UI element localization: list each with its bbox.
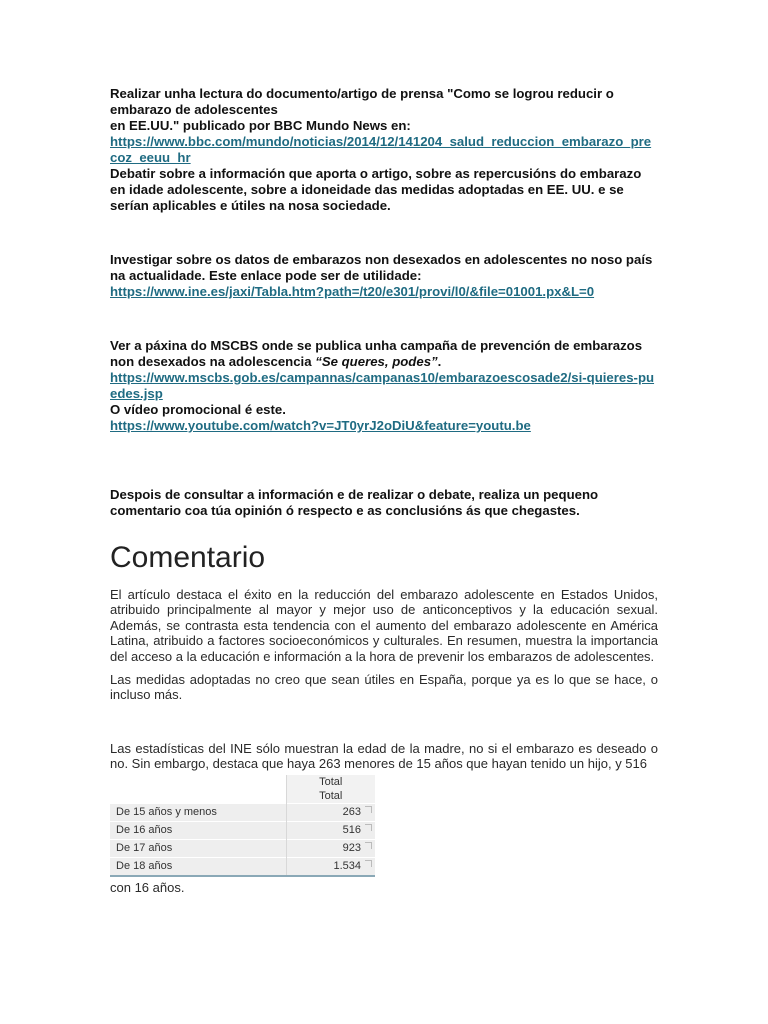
document-page — [110, 86, 658, 908]
row-label: De 17 años — [110, 839, 286, 857]
note-mark-icon — [365, 824, 372, 831]
note-mark-icon — [365, 860, 372, 867]
task-1-intro: Realizar unha lectura do documento/artigo de prensa "Como se logrou reducir o embarazo de adolescentes — [110, 86, 614, 117]
row-value: 263 — [342, 806, 361, 819]
ine-statistics-table — [110, 775, 375, 877]
row-label: De 18 años — [110, 857, 286, 876]
ine-table-link[interactable]: https://www.ine.es/jaxi/Tabla.htm?path=/t20/e301/provi/l0/&file=01001.px&L=0 — [110, 284, 595, 299]
comment-paragraph-3: Las estadísticas del INE sólo muestran la edad de la madre, no si el embarazo es deseado o no. Sin embargo, destaca que haya 263 menores de 15 años que hayan tenido un hijo, y 516 — [110, 740, 658, 772]
youtube-video-link[interactable]: https://www.youtube.com/watch?v=JT0yrJ2oDiU&feature=youtu.be — [110, 418, 531, 433]
table-row — [110, 857, 375, 876]
table-row — [110, 839, 375, 857]
mscbs-campaign-link[interactable]: https://www.mscbs.gob.es/campannas/campanas10/embarazoescosade2/si-quieres-puedes.jsp — [110, 370, 655, 401]
row-label: De 15 años y menos — [110, 803, 286, 821]
table-subheader-total: Total — [286, 789, 375, 804]
task-3-text: Ver a páxina do MSCBS onde se publica unha campaña de prevención de embarazos non desexados na adolescencia — [110, 338, 643, 369]
row-value: 923 — [342, 842, 361, 855]
comment-paragraph-2: Las medidas adoptadas no creo que sean útiles en España, porque ya es lo que se hace, o incluso más. — [110, 672, 658, 703]
task-2-text: Investigar sobre os datos de embarazos non desexados en adolescentes no noso país na actualidade. Este enlace pode ser de utilidade: — [110, 252, 653, 283]
table-row — [110, 803, 375, 821]
comment-heading: Comentario — [110, 541, 266, 574]
comment-after-table: con 16 años. — [110, 879, 185, 895]
task-3 — [110, 338, 658, 434]
table-row — [110, 821, 375, 839]
video-text: O vídeo promocional é este. — [110, 402, 286, 417]
note-mark-icon — [365, 842, 372, 849]
campaign-slogan: “Se queres, podes” — [315, 354, 438, 369]
row-value: 1.534 — [333, 860, 361, 873]
note-mark-icon — [365, 806, 372, 813]
comment-paragraph-1: El artículo destaca el éxito en la reducción del embarazo adolescente en Estados Unidos, atribuido principalmente al mayor y mejor uso de anticonceptivos y la educación sexual. Además, se contrasta esta tendencia con el aumento del embarazo adolescente en América Latina, atribuido a factores socioeconómicos y culturales. En resumen, muestra la importancia del acceso a la educación e información a la hora de prevenir los embarazos de adolescentes. — [110, 587, 658, 664]
task-1 — [110, 86, 658, 214]
task-2 — [110, 252, 658, 300]
bbc-article-link[interactable]: https://www.bbc.com/mundo/noticias/2014/12/141204_salud_reduccion_embarazo_precoz_eeuu_hr — [110, 134, 652, 165]
table-header-total: Total — [286, 775, 375, 789]
task-1-instructions: Debatir sobre a información que aporta o artigo, sobre as repercusións do embarazo en idade adolescente, sobre a idoneidade das medidas adoptadas en EE. UU. e se serían aplicables e útiles na nosa sociedade. — [110, 166, 642, 213]
row-label: De 16 años — [110, 821, 286, 839]
task-1-source: en EE.UU." publicado por BBC Mundo News en: — [110, 118, 411, 133]
slogan-period: . — [437, 354, 442, 369]
row-value: 516 — [342, 824, 361, 837]
task-4: Despois de consultar a información e de realizar o debate, realiza un pequeno comentario coa túa opinión ó respecto e as conclusións ás que chegastes. — [110, 487, 599, 518]
